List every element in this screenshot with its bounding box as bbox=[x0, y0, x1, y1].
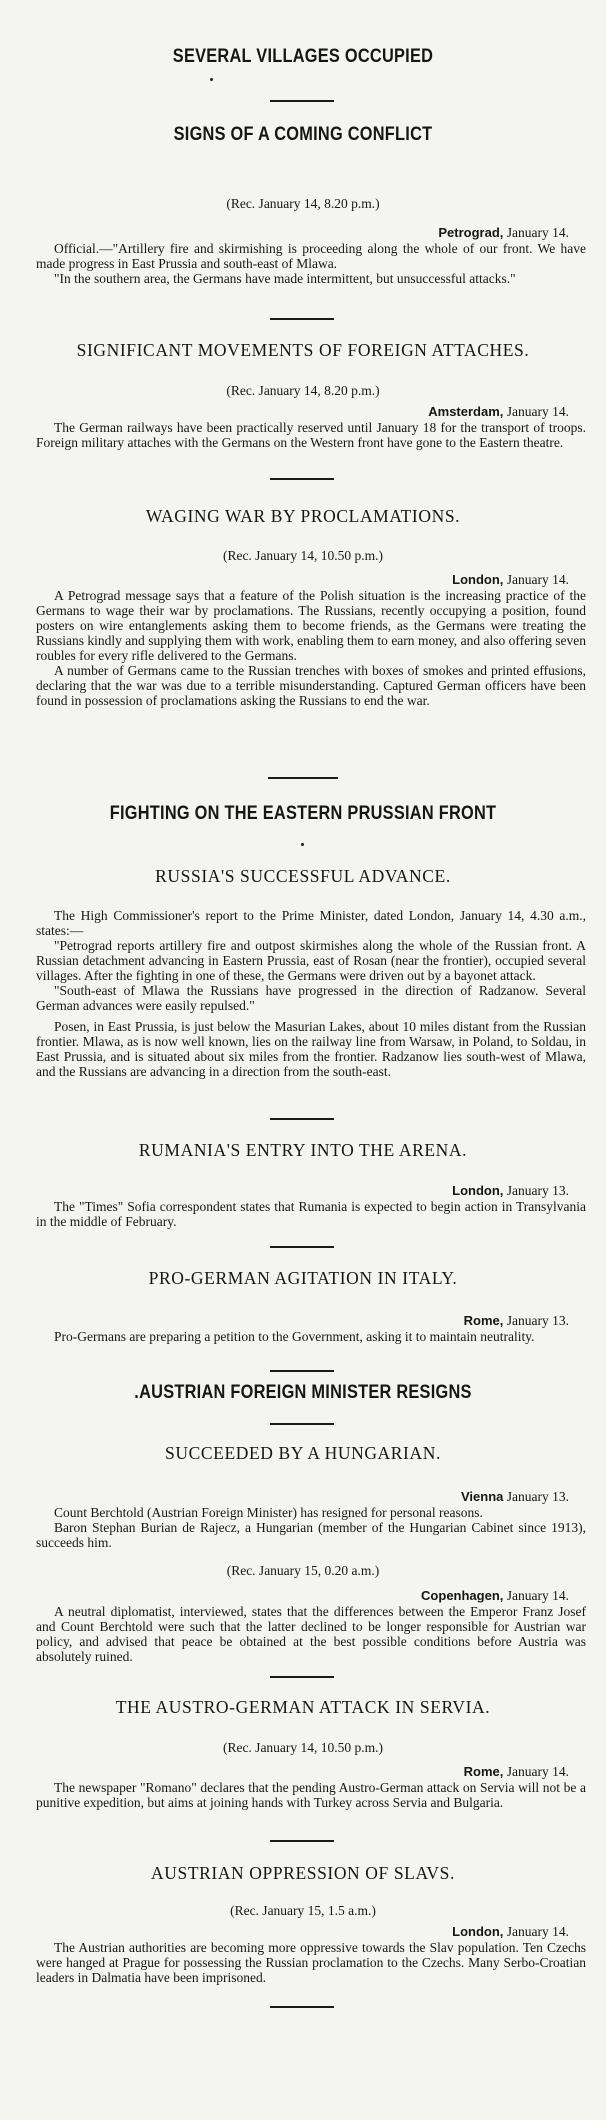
article-body bbox=[36, 1199, 586, 1229]
dateline-date: January 13. bbox=[506, 1313, 569, 1328]
headline-several-villages: SEVERAL VILLAGES OCCUPIED bbox=[172, 46, 434, 67]
dateline-date: January 14. bbox=[506, 1588, 569, 1603]
received-note: (Rec. January 14, 8.20 p.m.) bbox=[226, 196, 380, 211]
paragraph: Pro-Germans are preparing a petition to the Government, asking it to maintain neutrality. bbox=[54, 1329, 535, 1344]
dateline bbox=[428, 404, 569, 420]
dateline-date: January 14. bbox=[506, 404, 569, 419]
rule bbox=[270, 1676, 334, 1678]
received-note: (Rec. January 15, 0.20 a.m.) bbox=[226, 1563, 380, 1578]
article-body bbox=[36, 1329, 586, 1344]
paragraph: Official.—"Artillery fire and skirmishing is proceeding along the whole of our front. We have made progress in East Prussia and south-east of Mlawa. bbox=[36, 241, 586, 271]
paragraph: The Austrian authorities are becoming more oppressive towards the Slav population. Ten Czechs were hanged at Prague for possessing the Russian proclamation to the Czechs. Many Serbo-Croatian leaders in Dalmatia have been imprisoned. bbox=[36, 1940, 586, 1985]
dateline-place: London, bbox=[452, 572, 504, 587]
dateline bbox=[464, 1313, 569, 1329]
dateline-place: Rome, bbox=[463, 1313, 504, 1328]
dateline-date: January 13. bbox=[506, 1489, 569, 1504]
section-heading: SUCCEEDED BY A HUNGARIAN. bbox=[165, 1443, 441, 1463]
article-body bbox=[36, 588, 586, 708]
paragraph: Count Berchtold (Austrian Foreign Minister) has resigned for personal reasons. bbox=[54, 1505, 483, 1520]
paragraph: Baron Stephan Burian de Rajecz, a Hungarian (member of the Hungarian Cabinet since 1913), succeeds him. bbox=[36, 1520, 586, 1550]
section-heading: RUMANIA'S ENTRY INTO THE ARENA. bbox=[138, 1140, 468, 1160]
rule bbox=[270, 1370, 334, 1372]
dateline-place: Amsterdam, bbox=[428, 404, 504, 419]
dateline-place: London, bbox=[452, 1183, 504, 1198]
article-body bbox=[36, 1505, 586, 1550]
rule bbox=[270, 1246, 334, 1248]
rule bbox=[270, 318, 334, 320]
paragraph: A neutral diplomatist, interviewed, states that the differences between the Emperor Franz Josef and Count Berchtold were such that the latter declined to be longer responsible for Austrian war policy, and advised that peace be obtained at the best possible conditions before Austria was absolutely ruined. bbox=[36, 1604, 586, 1664]
received-note: (Rec. January 14, 10.50 p.m.) bbox=[222, 1740, 384, 1755]
article-body bbox=[36, 420, 586, 450]
section-heading: SIGNIFICANT MOVEMENTS OF FOREIGN ATTACHES. bbox=[76, 340, 530, 360]
dateline-date: January 14. bbox=[506, 1924, 569, 1939]
article-body bbox=[36, 1780, 586, 1810]
section-heading: THE AUSTRO-GERMAN ATTACK IN SERVIA. bbox=[115, 1697, 491, 1717]
paragraph: The German railways have been practically reserved until January 18 for the transport of troops. Foreign military attaches with the Germans on the Western front have gone to the Eastern theatre. bbox=[36, 420, 586, 450]
paragraph: The newspaper "Romano" declares that the pending Austro-German attack on Servia will not be a punitive expedition, but aims at joining hands with Turkey across Servia and Bulgaria. bbox=[36, 1780, 586, 1810]
rule bbox=[268, 777, 338, 779]
dateline-date: January 13. bbox=[506, 1183, 569, 1198]
received-note: (Rec. January 14, 10.50 p.m.) bbox=[222, 548, 384, 563]
dateline-place: Vienna bbox=[461, 1489, 504, 1504]
dateline-place: London, bbox=[452, 1924, 504, 1939]
dateline bbox=[452, 1924, 569, 1940]
paragraph: Posen, in East Prussia, is just below the Masurian Lakes, about 10 miles distant from the Russian frontier. Mlawa, as is now well known, lies on the railway line from Warsaw, in Poland, to Soldau, in East Prussia, and is situated about six miles from the frontier. Radzanow lies south-west of Mlawa, and the Russians are advancing in a direction from the south-east. bbox=[36, 1019, 586, 1079]
print-speck bbox=[210, 78, 213, 81]
paragraph: The "Times" Sofia correspondent states that Rumania is expected to begin action in Transylvania in the middle of February. bbox=[36, 1199, 586, 1229]
article-body bbox=[36, 908, 586, 1079]
section-heading: PRO-GERMAN AGITATION IN ITALY. bbox=[148, 1268, 458, 1288]
received-note: (Rec. January 14, 8.20 p.m.) bbox=[226, 383, 380, 398]
paragraph: A number of Germans came to the Russian trenches with boxes of smokes and printed effusions, declaring that the war was due to a terrible misunderstanding. Captured German officers have been found in possession of proclamations asking the Russians to end the war. bbox=[36, 663, 586, 708]
dateline bbox=[452, 1183, 569, 1199]
headline-austrian-minister: .AUSTRIAN FOREIGN MINISTER RESIGNS bbox=[134, 1382, 472, 1403]
dateline-place: Copenhagen, bbox=[421, 1588, 504, 1603]
paragraph: A Petrograd message says that a feature of the Polish situation is the increasing practice of the Germans to wage their war by proclamations. The Russians, recently occupying a position, found posters on wire entanglements asking them to become friends, as the Germans were treating the Russians kindly and supplying them with work, enabling them to earn money, and also offering seven roubles for every rifle delivered to the Germans. bbox=[36, 588, 586, 663]
paragraph: "South-east of Mlawa the Russians have progressed in the direction of Radzanow. Several German advances were easily repulsed." bbox=[36, 983, 586, 1013]
dateline-place: Petrograd, bbox=[438, 225, 504, 240]
rule bbox=[270, 100, 334, 102]
dateline-date: January 14. bbox=[506, 572, 569, 587]
paragraph: "In the southern area, the Germans have made intermittent, but unsuccessful attacks." bbox=[54, 271, 516, 286]
dateline bbox=[421, 1588, 569, 1604]
headline-signs-of-conflict: SIGNS OF A COMING CONFLICT bbox=[173, 124, 433, 145]
section-heading: RUSSIA'S SUCCESSFUL ADVANCE. bbox=[155, 866, 451, 886]
headline-eastern-front: FIGHTING ON THE EASTERN PRUSSIAN FRONT bbox=[109, 803, 497, 824]
rule bbox=[270, 1840, 334, 1842]
article-body bbox=[36, 1604, 586, 1664]
dateline-date: January 14. bbox=[506, 225, 569, 240]
received-note: (Rec. January 15, 1.5 a.m.) bbox=[230, 1903, 376, 1918]
section-heading: WAGING WAR BY PROCLAMATIONS. bbox=[145, 506, 461, 526]
paragraph: "Petrograd reports artillery fire and outpost skirmishes along the whole of the Russian front. A Russian detachment advancing in Eastern Prussia, east of Rosan (near the frontier), occupied several villages. After the fighting in one of these, the Germans were driven out by a bayonet attack. bbox=[36, 938, 586, 983]
dateline-place: Rome, bbox=[463, 1764, 504, 1779]
dateline bbox=[438, 225, 569, 241]
section-heading: AUSTRIAN OPPRESSION OF SLAVS. bbox=[151, 1863, 455, 1883]
rule bbox=[270, 1118, 334, 1120]
print-speck bbox=[301, 843, 304, 846]
paragraph: The High Commissioner's report to the Prime Minister, dated London, January 14, 4.30 a.m., states:— bbox=[36, 908, 586, 938]
article-body bbox=[36, 1940, 586, 1985]
rule bbox=[270, 478, 334, 480]
dateline bbox=[464, 1764, 569, 1780]
dateline bbox=[461, 1489, 569, 1505]
rule bbox=[270, 2006, 334, 2008]
dateline-date: January 14. bbox=[506, 1764, 569, 1779]
dateline bbox=[452, 572, 569, 588]
rule bbox=[270, 1423, 334, 1425]
article-body bbox=[36, 241, 586, 286]
